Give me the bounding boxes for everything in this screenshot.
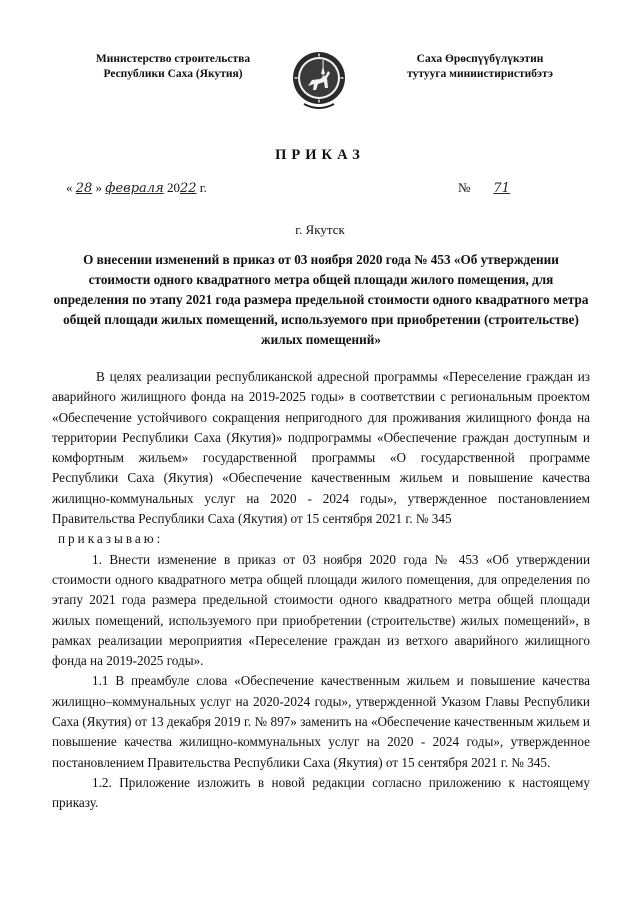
ministry-line-1: Министерство строительства <box>95 53 251 65</box>
date-close-quote: » <box>95 180 103 195</box>
document-title: ПРИКАЗ <box>275 147 365 163</box>
city-name: г. Якутск <box>295 222 345 237</box>
number-value: 71 <box>493 181 510 196</box>
order-word: приказываю: <box>58 531 164 547</box>
number-label: № <box>458 180 471 195</box>
ministry-sakha-line-1: Саха Өрөспүүбүлүкэтин <box>416 53 544 65</box>
ministry-name-sakha <box>380 52 580 82</box>
date-day: 28 <box>75 181 93 196</box>
order-date <box>66 180 207 196</box>
order-body <box>52 367 590 814</box>
date-open-quote: « <box>66 180 73 195</box>
order-number <box>458 180 530 196</box>
ministry-sakha-line-2: тутууга миниистиристибэтэ <box>407 68 553 80</box>
date-year-prefix: 20 <box>166 180 180 195</box>
sakha-coat-of-arms-icon <box>290 44 348 116</box>
ministry-line-2: Республики Саха (Якутия) <box>103 68 243 80</box>
date-suffix: г. <box>199 180 207 195</box>
date-month: февраля <box>105 181 164 196</box>
preamble-paragraph: В целях реализации республиканской адресной программы «Переселение граждан из аварийного жилищного фонда на 2019-2025 годы» в соответствии с региональным проектом «Обеспечение устойчивого сокращения непригодного для проживания жилищного фонда на территории Республики Саха (Якутия)» подпрограммы «Обеспечение граждан доступным и комфортным жильем» государственной программы «О государственной программе Республики Саха (Якутия) «Обеспечение качественным жильем и повышение качества жилищно-коммунальных услуг на 2020 - 2024 годы», утвержденное постановлением Правительства Республики Саха (Якутия) от 15 сентября 2021 г. № 345 <box>52 369 590 527</box>
item-1-1-paragraph: 1.1 В преамбуле слова «Обеспечение качественным жильем и повышение качества жилищно–коммунальных услуг на 2020-2024 годы», утвержденной Указом Главы Республики Саха (Якутия) от 13 декабря 2019 г. № 897» заменить на «Обеспечение качественным жильем и повышение качества жилищно-коммунальных услуг на 2020 - 2024 годы», утвержденное постановлением Правительства Республики Саха (Якутия) от 15 сентября 2021 г. № 345. <box>52 673 590 770</box>
date-year-suffix: 22 <box>179 181 197 196</box>
item-1-2-paragraph: 1.2. Приложение изложить в новой редакции согласно приложению к настоящему приказу. <box>52 774 590 811</box>
ministry-name-russian <box>78 52 268 82</box>
order-subject: О внесении изменений в приказ от 03 ноября 2020 года № 453 «Об утверждении стоимости одного квадратного метра общей площади жилого помещения, для определения по этапу 2021 года размера предельной стоимости одного квадратного метра общей площади жилых помещений, используемого при приобретении (строительстве) жилых помещений» <box>53 252 589 347</box>
item-1-paragraph: 1. Внести изменение в приказ от 03 ноября 2020 года № 453 «Об утверждении стоимости одного квадратного метра общей площади жилого помещения, для определения по этапу 2021 года размера предельной стоимости одного квадратного метра общей площади жилых помещений, используемого при приобретении (строительстве) жилых помещений», в рамках реализации мероприятия «Переселение граждан из ветхого аварийного жилищного фонда на 2019-2025 годы». <box>52 551 590 669</box>
